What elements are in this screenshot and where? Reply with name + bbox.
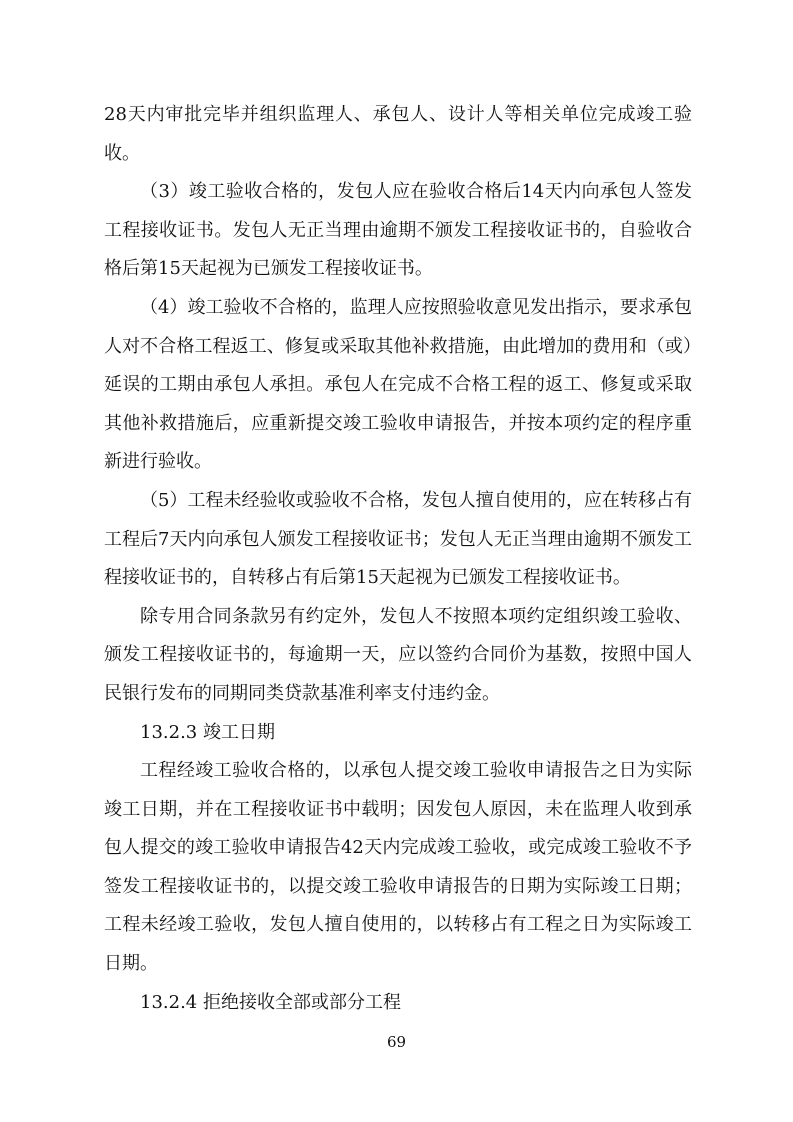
- paragraph-continuation: 28天内审批完毕并组织监理人、承包人、设计人等相关单位完成竣工验收。: [104, 104, 692, 164]
- paragraph-item-5: （5）工程未经验收或验收不合格，发包人擅自使用的，应在转移占有工程后7天内向承包人颁发工程接收证书；发包人无正当理由逾期不颁发工程接收证书的，自转移占有后第15天起视为已颁发工程接收证书。: [104, 489, 692, 589]
- paragraph-completion-date: 工程经竣工验收合格的，以承包人提交竣工验收申请报告之日为实际竣工日期，并在工程接收证书中载明；因发包人原因，未在监理人收到承包人提交的竣工验收申请报告42天内完成竣工验收，或完成竣工验收不予签发工程接收证书的，以提交竣工验收申请报告的日期为实际竣工日期；工程未经竣工验收，发包人擅自使用的，以转移占有工程之日为实际竣工日期。: [104, 760, 692, 975]
- paragraph-item-4: （4）竣工验收不合格的，监理人应按照验收意见发出指示，要求承包人对不合格工程返工、修复或采取其他补救措施，由此增加的费用和（或）延误的工期由承包人承担。承包人在完成不合格工程的返工、修复或采取其他补救措施后，应重新提交竣工验收申请报告，并按本项约定的程序重新进行验收。: [104, 296, 692, 473]
- paragraph-penalty: 除专用合同条款另有约定外，发包人不按照本项约定组织竣工验收、颁发工程接收证书的，每逾期一天，应以签约合同价为基数，按照中国人民银行发布的同期同类贷款基准利率支付违约金。: [104, 605, 692, 704]
- page-number: 69: [386, 1033, 407, 1051]
- body-text: [104, 96, 692, 1022]
- section-heading-13-2-4: 13.2.4 拒绝接收全部或部分工程: [140, 991, 401, 1013]
- paragraph-item-3: （3）竣工验收合格的，发包人应在验收合格后14天内向承包人签发工程接收证书。发包人无正当理由逾期不颁发工程接收证书的，自验收合格后第15天起视为已颁发工程接收证书。: [104, 181, 692, 280]
- section-heading-13-2-3: 13.2.3 竣工日期: [140, 721, 275, 743]
